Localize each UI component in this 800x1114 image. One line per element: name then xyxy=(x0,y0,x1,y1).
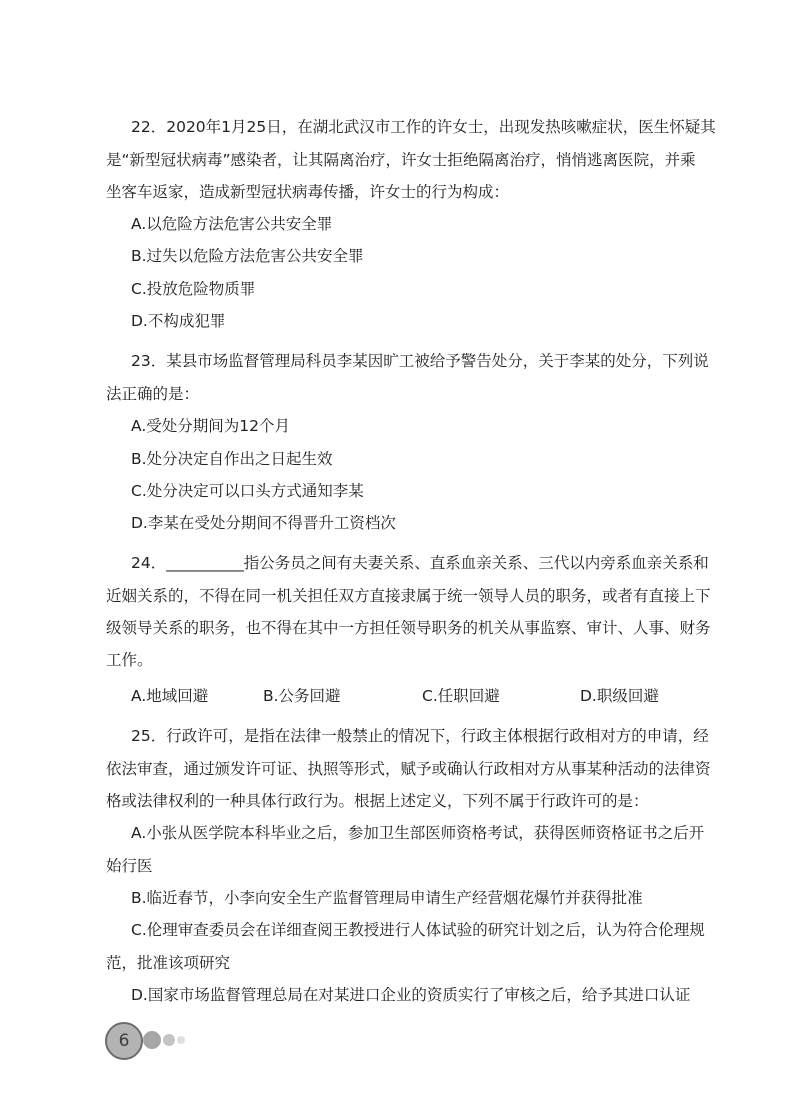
page-dot-decoration-medium xyxy=(163,1034,175,1046)
question-22-line-2: 是“新型冠状病毒”感染者，让其隔离治疗，许女士拒绝隔离治疗，悄悄逃离医院，并乘 xyxy=(106,151,696,169)
question-25-line-1: 25．行政许可，是指在法律一般禁止的情况下，行政主体根据行政相对方的申请，经 xyxy=(131,727,709,745)
question-25-line-3: 格或法律权利的一种具体行政行为。根据上述定义，下列不属于行政许可的是： xyxy=(106,792,649,810)
question-24-option-c: C.任职回避 xyxy=(422,687,500,705)
question-25-option-b: B.临近春节，小李向安全生产监督管理局申请生产经营烟花爆竹并获得批准 xyxy=(131,889,643,907)
question-25-line-2: 依法审查，通过颁发许可证、执照等形式，赋予或确认行政相对方从事某种活动的法律资 xyxy=(106,760,711,778)
question-24-option-d: D.职级回避 xyxy=(580,687,659,705)
question-23-line-2: 法正确的是： xyxy=(106,385,200,403)
page-dot-decoration-large xyxy=(143,1031,161,1049)
question-23-option-a: A.受处分期间为12个月 xyxy=(131,417,290,435)
question-24-option-b: B.公务回避 xyxy=(263,687,341,705)
question-25-option-a-line-2: 始行医 xyxy=(106,857,153,875)
question-22-option-c: C.投放危险物质罪 xyxy=(131,280,256,298)
question-24-option-a: A.地域回避 xyxy=(131,687,209,705)
question-24-line-4: 工作。 xyxy=(106,651,153,669)
question-22-line-3: 坐客车返家，造成新型冠状病毒传播，许女士的行为构成： xyxy=(106,183,510,201)
question-25-option-d: D.国家市场监督管理总局在对某进口企业的资质实行了审核之后，给予其进口认证 xyxy=(131,986,691,1004)
question-24-line-1: 24．__________指公务员之间有夫妻关系、直系血亲关系、三代以内旁系血亲关系和 xyxy=(131,554,709,572)
page-number: 6 xyxy=(105,1022,143,1060)
question-23-option-d: D.李某在受处分期间不得晋升工资档次 xyxy=(131,514,396,532)
question-23-line-1: 23．某县市场监督管理局科员李某因旷工被给予警告处分，关于李某的处分，下列说 xyxy=(131,352,709,370)
page-dot-decoration-small xyxy=(177,1036,185,1044)
question-25-option-a-line-1: A.小张从医学院本科毕业之后，参加卫生部医师资格考试，获得医师资格证书之后开 xyxy=(131,824,705,842)
question-25-option-c-line-2: 范，批准该项研究 xyxy=(106,954,231,972)
question-23-option-c: C.处分决定可以口头方式通知李某 xyxy=(131,482,364,500)
question-23-option-b: B.处分决定自作出之日起生效 xyxy=(131,450,333,468)
question-22-line-1: 22．2020年1月25日，在湖北武汉市工作的许女士，出现发热咳嗽症状，医生怀疑其 xyxy=(131,118,716,136)
question-22-option-d: D.不构成犯罪 xyxy=(131,312,226,330)
question-24-line-3: 级领导关系的职务，也不得在其中一方担任领导职务的机关从事监察、审计、人事、财务 xyxy=(106,619,711,637)
question-22-option-b: B.过失以危险方法危害公共安全罪 xyxy=(131,247,364,265)
question-24-line-2: 近姻关系的，不得在同一机关担任双方直接隶属于统一领导人员的职务，或者有直接上下 xyxy=(106,587,711,605)
question-22-option-a: A.以危险方法危害公共安全罪 xyxy=(131,215,333,233)
question-25-option-c-line-1: C.伦理审查委员会在详细查阅王教授进行人体试验的研究计划之后，认为符合伦理规 xyxy=(131,921,705,939)
